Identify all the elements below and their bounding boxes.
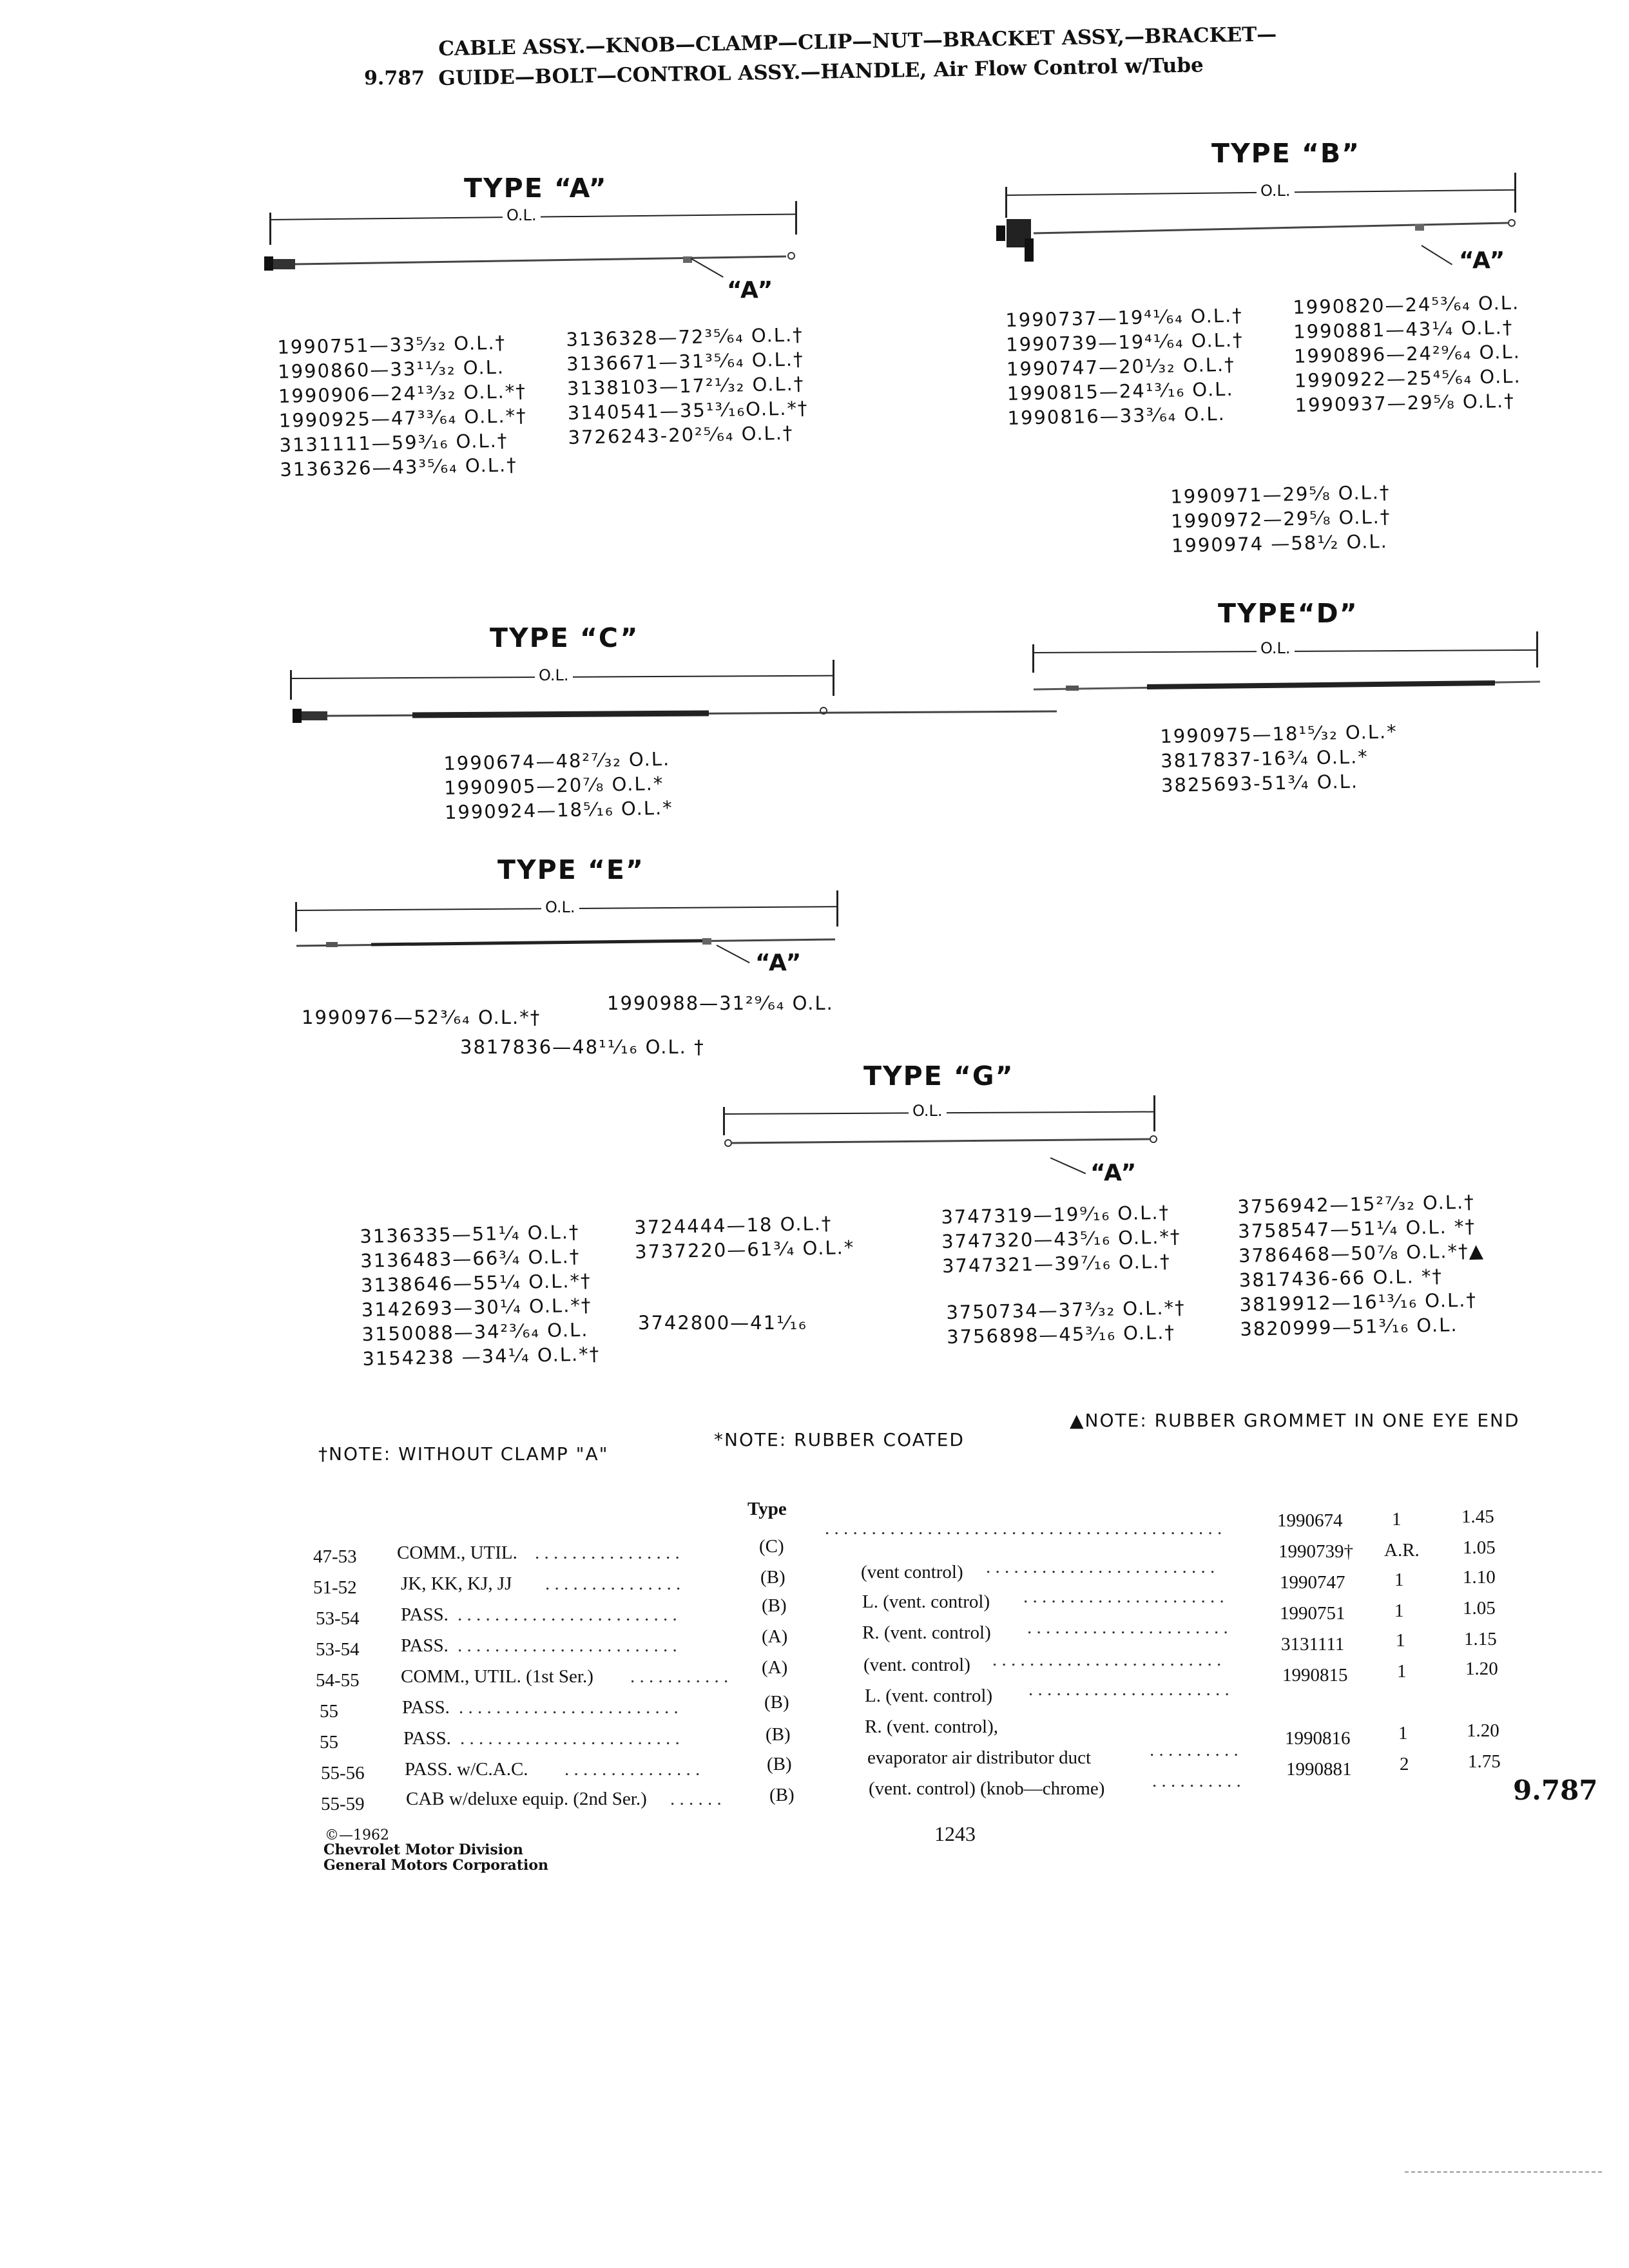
page-number: 1243 xyxy=(934,1822,976,1845)
row-part-number: 3131111 xyxy=(1281,1634,1345,1655)
part-entry: 1990739—19⁴¹⁄₆₄ O.L.† xyxy=(1005,329,1244,356)
row-qty: 1 xyxy=(1394,1570,1404,1590)
type-b-ol-label: O.L. xyxy=(1257,182,1295,200)
type-d-ol-label: O.L. xyxy=(1257,639,1295,657)
part-entry: 3136483—66³⁄₄ O.L.† xyxy=(360,1245,581,1272)
row-years: 54-55 xyxy=(316,1670,360,1691)
part-entry: 3820999—51³⁄₁₆ O.L. xyxy=(1240,1313,1458,1340)
part-entry: 1990905—20⁷⁄₈ O.L.* xyxy=(443,772,664,799)
part-entry: 1990974 —58¹⁄₂ O.L. xyxy=(1171,530,1389,557)
type-g-parts-col2a xyxy=(634,1211,855,1264)
row-years: 55-59 xyxy=(321,1794,365,1814)
footer-corporation: General Motors Corporation xyxy=(323,1857,549,1874)
row-leader: . . . . . . . . . . . xyxy=(630,1666,729,1687)
type-g-part-col2b: 3742800—41¹⁄₁₆ xyxy=(638,1312,807,1334)
row-leader: . . . . . . . . . . . . . . . . . . . . . . . . xyxy=(460,1728,680,1749)
row-qty: 1 xyxy=(1394,1600,1404,1621)
part-entry: 3756898—45³⁄₁₆ O.L.† xyxy=(946,1321,1176,1348)
row-qty: 1 xyxy=(1398,1723,1408,1744)
row-type: (A) xyxy=(762,1626,788,1647)
row-desc: (vent. control) (knob—chrome) xyxy=(869,1778,1105,1799)
type-b-clamp-label: “A” xyxy=(1459,247,1507,274)
part-entry: 3724444—18 O.L.† xyxy=(634,1212,833,1238)
row-type: (A) xyxy=(762,1657,788,1678)
type-g-parts-col4 xyxy=(1237,1189,1487,1341)
type-a-clamp-label: “A” xyxy=(727,277,775,303)
row-leader: . . . . . . . . . . . . . . . xyxy=(564,1759,700,1780)
scan-mark-divider xyxy=(1405,2171,1602,2173)
type-e-ol-label: O.L. xyxy=(541,898,579,916)
type-c-title: TYPE “C” xyxy=(490,622,639,653)
row-leader: . . . . . . . . . . . . . . . . xyxy=(535,1542,680,1563)
row-type: (B) xyxy=(769,1785,795,1805)
header-line-2: GUIDE—BOLT—CONTROL ASSY.—HANDLE, Air Flow Control w/Tube xyxy=(438,53,1204,90)
part-entry: 1990971—29⁵⁄₈ O.L.† xyxy=(1170,481,1391,508)
part-entry: 1990925—47³³⁄₆₄ O.L.*† xyxy=(278,404,527,432)
row-price: 1.45 xyxy=(1461,1506,1494,1527)
row-desc: (vent control) xyxy=(861,1562,963,1582)
part-entry: 1990896—24²⁹⁄₆₄ O.L. xyxy=(1293,340,1521,367)
type-g-cable-drawing xyxy=(722,1130,1173,1156)
row-leader: . . . . . . . . . . xyxy=(1152,1771,1241,1791)
part-entry: 1990737—19⁴¹⁄₆₄ O.L.† xyxy=(1005,304,1244,331)
part-entry: 3758547—51¹⁄₄ O.L. *† xyxy=(1237,1215,1476,1242)
part-entry: 3819912—16¹³⁄₁₆ O.L.† xyxy=(1239,1289,1478,1316)
section-number-top: 9.787 xyxy=(364,67,425,90)
row-part-number: 1990674 xyxy=(1277,1510,1343,1531)
part-entry: 3750734—37³⁄₃₂ O.L.*† xyxy=(946,1296,1186,1323)
row-years: 55 xyxy=(320,1701,338,1722)
row-leader: . . . . . . . . . . . . . . . . . . . . . . xyxy=(1023,1586,1224,1607)
type-b-parts-col2 xyxy=(1293,291,1522,418)
part-entry: 3136326—43³⁵⁄₆₄ O.L.† xyxy=(280,454,518,481)
part-entry: 1990674—48²⁷⁄₃₂ O.L. xyxy=(443,747,671,774)
type-g-parts-col1 xyxy=(360,1219,601,1371)
part-entry: 1990747—20¹⁄₃₂ O.L.† xyxy=(1006,353,1236,380)
row-part-number: 1990751 xyxy=(1280,1603,1345,1624)
part-entry: 3747320—43⁵⁄₁₆ O.L.*† xyxy=(941,1225,1181,1253)
row-leader: . . . . . . . . . . . . . . . . . . . . . . . . . xyxy=(992,1649,1222,1670)
row-leader: . . . . . . . . . . . . . . . xyxy=(545,1573,681,1594)
row-desc: evaporator air distributor duct xyxy=(867,1747,1092,1768)
type-e-part-left: 1990976—52³⁄₆₄ O.L.*† xyxy=(302,1006,541,1028)
part-entry: 1990906—24¹³⁄₃₂ O.L.*† xyxy=(278,380,527,407)
row-leader: . . . . . . . . . . . . . . . . . . . . . . xyxy=(1027,1617,1228,1638)
part-entry: 3150088—34²³⁄₆₄ O.L. xyxy=(361,1318,589,1345)
type-g-clamp-arrow xyxy=(1050,1157,1086,1174)
row-part-number: 1990747 xyxy=(1280,1572,1345,1593)
row-desc: (vent. control) xyxy=(863,1655,970,1675)
type-a-parts-col2 xyxy=(566,322,809,450)
type-b-cable-drawing xyxy=(992,206,1534,271)
part-entry: 3786468—50⁷⁄₈ O.L.*†▲ xyxy=(1238,1239,1485,1267)
row-qty: 1 xyxy=(1396,1630,1405,1651)
table-leader-dots: . . . . . . . . . . . . . . . . . . . . . . . . . . . . . . . . . . . . . . . . . . . xyxy=(825,1518,1222,1539)
row-type: (B) xyxy=(760,1567,786,1588)
part-entry: 3140541—35¹³⁄₁₆O.L.*† xyxy=(567,397,809,424)
row-leader: . . . . . . . . . . . . . . . . . . . . . . . . xyxy=(459,1697,679,1718)
row-qty: A.R. xyxy=(1384,1540,1420,1561)
row-leader: . . . . . . . . . . . . . . . . . . . . . . xyxy=(1028,1679,1229,1700)
row-model: PASS. xyxy=(402,1697,450,1718)
row-years: 47-53 xyxy=(313,1546,357,1567)
type-a-title: TYPE “A” xyxy=(464,173,608,204)
row-model: PASS. xyxy=(401,1604,448,1625)
table-type-header: Type xyxy=(747,1499,787,1519)
row-part-number: 1990881 xyxy=(1286,1759,1352,1780)
type-c-ol-label: O.L. xyxy=(535,666,573,684)
part-entry: 1990972—29⁵⁄₈ O.L.† xyxy=(1170,505,1391,532)
row-model: COMM., UTIL. (1st Ser.) xyxy=(401,1666,593,1687)
type-g-parts-col3b xyxy=(946,1295,1186,1349)
row-model: CAB w/deluxe equip. (2nd Ser.) xyxy=(406,1789,647,1809)
type-b-title: TYPE “B” xyxy=(1211,138,1361,169)
note-without-clamp: †NOTE: WITHOUT CLAMP "A" xyxy=(318,1443,609,1465)
row-type: (B) xyxy=(762,1595,787,1616)
part-entry: 1990820—24⁵³⁄₆₄ O.L. xyxy=(1293,291,1520,318)
part-entry: 3737220—61³⁄₄ O.L.* xyxy=(634,1236,855,1263)
type-c-parts-col1 xyxy=(443,747,673,825)
row-price: 1.75 xyxy=(1468,1751,1501,1772)
row-price: 1.05 xyxy=(1463,1598,1496,1619)
row-leader: . . . . . . . . . . . . . . . . . . . . . . . . . xyxy=(986,1557,1215,1577)
type-g-title: TYPE “G” xyxy=(863,1061,1014,1091)
part-entry: 1990937—29⁵⁄₈ O.L.† xyxy=(1295,389,1515,416)
part-entry: 1990816—33³⁄₆₄ O.L. xyxy=(1007,402,1226,429)
row-desc: R. (vent. control), xyxy=(865,1716,998,1737)
note-rubber-grommet: ▲NOTE: RUBBER GROMMET IN ONE EYE END xyxy=(1070,1410,1520,1431)
type-a-ol-label: O.L. xyxy=(503,206,541,224)
row-part-number: 1990816 xyxy=(1285,1728,1351,1749)
row-qty: 1 xyxy=(1392,1509,1402,1530)
row-type: (B) xyxy=(766,1724,791,1745)
row-price: 1.10 xyxy=(1463,1567,1496,1588)
row-desc: L. (vent. control) xyxy=(865,1686,993,1706)
row-price: 1.15 xyxy=(1464,1629,1497,1649)
row-price: 1.20 xyxy=(1465,1658,1498,1679)
row-model: PASS. w/C.A.C. xyxy=(405,1759,528,1780)
part-entry: 3136671—31³⁵⁄₆₄ O.L.† xyxy=(566,348,804,375)
type-b-parts-col3 xyxy=(1170,480,1391,558)
part-entry: 3817436-66 O.L. *† xyxy=(1239,1265,1443,1291)
row-type: (B) xyxy=(764,1692,789,1713)
part-entry: 1990922—25⁴⁵⁄₆₄ O.L. xyxy=(1294,365,1521,392)
part-entry: 1990815—24¹³⁄₁₆ O.L. xyxy=(1007,378,1234,405)
type-g-ol-label: O.L. xyxy=(909,1102,947,1120)
part-entry: 3747319—19⁹⁄₁₆ O.L.† xyxy=(941,1201,1170,1228)
type-e-clamp-label: “A” xyxy=(755,950,803,976)
type-c-cable-drawing xyxy=(284,696,851,735)
row-part-number: 1990739† xyxy=(1278,1541,1353,1562)
part-entry: 3726243-20²⁵⁄₆₄ O.L.† xyxy=(568,421,794,448)
part-entry: 1990881—43¹⁄₄ O.L.† xyxy=(1293,316,1514,343)
part-entry: 1990751—33⁵⁄₃₂ O.L.† xyxy=(277,331,506,358)
part-entry: 3136328—72³⁵⁄₆₄ O.L.† xyxy=(566,323,804,351)
row-leader: . . . . . . xyxy=(670,1789,722,1809)
type-e-part-bottom: 3817836—48¹¹⁄₁₆ O.L. † xyxy=(460,1036,705,1058)
part-entry: 3138103—17²¹⁄₃₂ O.L.† xyxy=(566,372,805,399)
note-rubber-coated: *NOTE: RUBBER COATED xyxy=(714,1429,965,1450)
part-entry: 1990860—33¹¹⁄₃₂ O.L. xyxy=(277,356,505,383)
row-years: 55-56 xyxy=(321,1763,365,1783)
type-d-cable-drawing xyxy=(1031,670,1547,702)
row-part-number: 1990815 xyxy=(1282,1665,1348,1686)
part-entry: 3817837-16³⁄₄ O.L.* xyxy=(1160,745,1369,772)
part-entry: 3154238 —34¹⁄₄ O.L.*† xyxy=(362,1343,601,1370)
part-entry: 3756942—15²⁷⁄₃₂ O.L.† xyxy=(1237,1191,1476,1218)
type-a-parts-col1 xyxy=(277,330,528,482)
row-qty: 2 xyxy=(1400,1754,1409,1774)
row-leader: . . . . . . . . . . . . . . . . . . . . . . . . xyxy=(458,1604,677,1625)
part-entry: 1990924—18⁵⁄₁₆ O.L.* xyxy=(444,796,674,823)
part-entry: 3825693-51³⁄₄ O.L. xyxy=(1161,770,1359,796)
row-years: 51-52 xyxy=(313,1577,357,1598)
row-price: 1.05 xyxy=(1463,1537,1496,1558)
row-model: PASS. xyxy=(401,1635,448,1656)
type-e-part-right: 1990988—31²⁹⁄₆₄ O.L. xyxy=(607,992,834,1014)
row-model: JK, KK, KJ, JJ xyxy=(401,1573,512,1594)
row-years: 55 xyxy=(320,1732,338,1753)
type-e-title: TYPE “E” xyxy=(497,854,644,885)
part-entry: 3131111—59³⁄₁₆ O.L.† xyxy=(279,429,508,456)
type-g-clamp-label: “A” xyxy=(1090,1160,1138,1186)
footer-division: Chevrolet Motor Division xyxy=(323,1841,523,1858)
row-leader: . . . . . . . . . . xyxy=(1150,1740,1239,1760)
type-d-parts-col1 xyxy=(1160,719,1399,798)
row-years: 53-54 xyxy=(316,1639,360,1660)
part-entry: 3142693—30¹⁄₄ O.L.*† xyxy=(361,1294,592,1321)
type-b-parts-col1 xyxy=(1005,303,1245,430)
part-entry: 3747321—39⁷⁄₁₆ O.L.† xyxy=(941,1250,1171,1277)
part-entry: 3136335—51¹⁄₄ O.L.† xyxy=(360,1220,580,1247)
type-d-title: TYPE“D” xyxy=(1218,598,1358,629)
copyright: ©—1962 xyxy=(325,1827,389,1843)
type-g-parts-col3a xyxy=(941,1200,1182,1278)
row-years: 53-54 xyxy=(316,1608,360,1629)
row-qty: 1 xyxy=(1397,1661,1407,1682)
row-leader: . . . . . . . . . . . . . . . . . . . . . . . . xyxy=(458,1635,677,1656)
row-type: (B) xyxy=(767,1754,792,1774)
row-desc: L. (vent. control) xyxy=(862,1591,990,1612)
section-number-bottom: 9.787 xyxy=(1513,1774,1598,1806)
row-type: (C) xyxy=(759,1536,784,1557)
row-model: COMM., UTIL. xyxy=(397,1542,517,1563)
row-price: 1.20 xyxy=(1467,1720,1499,1741)
header-line-1: CABLE ASSY.—KNOB—CLAMP—CLIP—NUT—BRACKET ASSY,—BRACKET— xyxy=(438,23,1277,61)
part-entry: 3138646—55¹⁄₄ O.L.*† xyxy=(360,1269,592,1296)
part-entry: 1990975—18¹⁵⁄₃₂ O.L.* xyxy=(1160,720,1398,747)
row-model: PASS. xyxy=(403,1728,451,1749)
row-desc: R. (vent. control) xyxy=(862,1622,991,1643)
